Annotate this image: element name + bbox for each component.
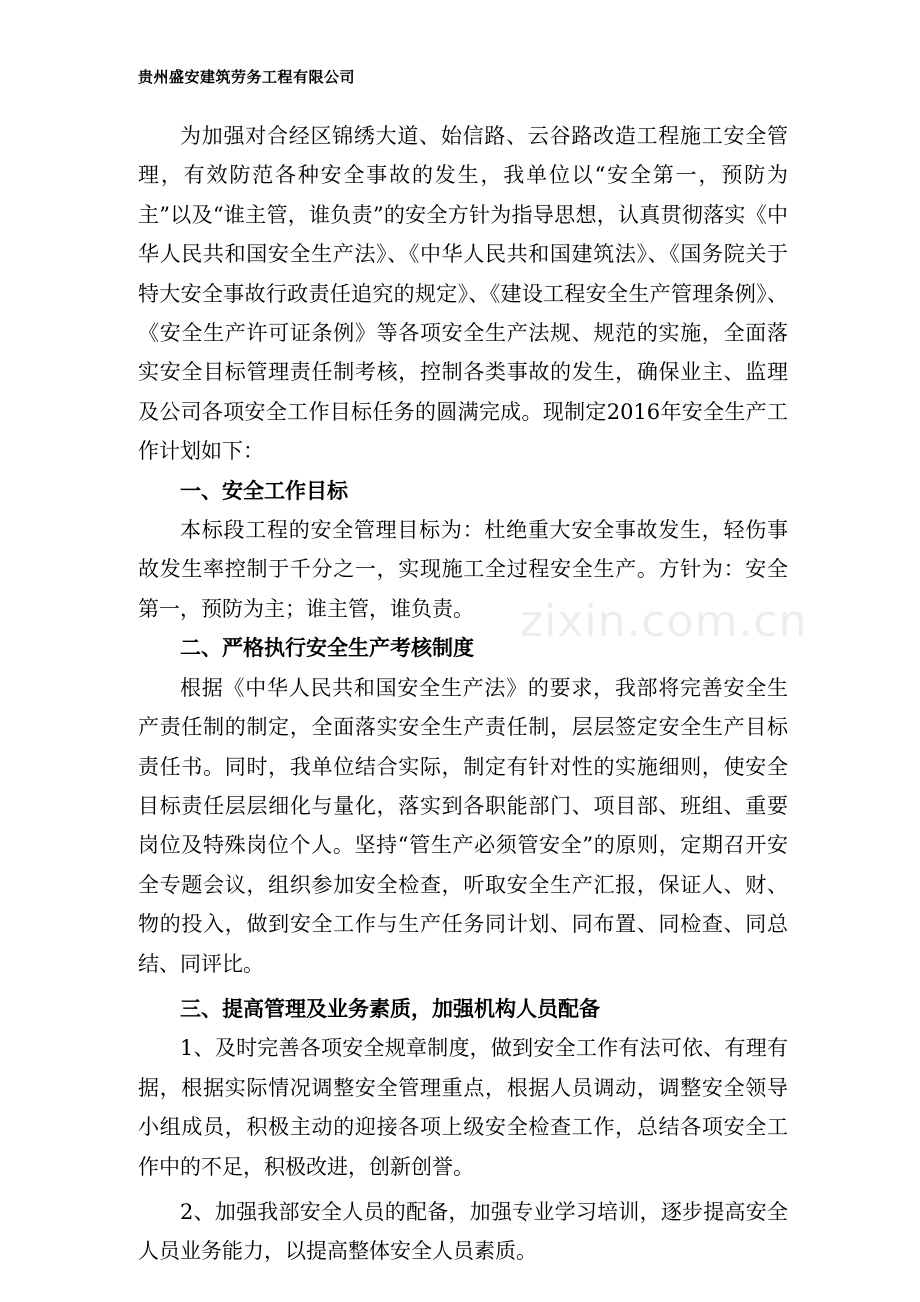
company-header: 贵州盛安建筑劳务工程有限公司 (138, 68, 356, 86)
section-1-paragraph: 本标段工程的安全管理目标为：杜绝重大安全事故发生，轻伤事故发生率控制于千分之一，实现施工全过程安全生产。方针为：安全第一，预防为主；谁主管，谁负责。 (138, 518, 788, 621)
section-1-heading: 一、安全工作目标 (180, 478, 348, 503)
document-body (138, 117, 788, 1272)
section-2-paragraph: 根据《中华人民共和国安全生产法》的要求，我部将完善安全生产责任制的制定，全面落实安全生产责任制，层层签定安全生产目标责任书。同时，我单位结合实际，制定有针对性的实施细则，使安全目标责任层层细化与量化，落实到各职能部门、项目部、班组、重要岗位及特殊岗位个人。坚持“管生产必须管安全”的原则，定期召开安全专题会议，组织参加安全检查，听取安全生产汇报，保证人、财、物的投入，做到安全工作与生产任务同计划、同布置、同检查、同总结、同评比。 (138, 675, 788, 976)
section-3-item-2: 2、加强我部安全人员的配备，加强专业学习培训，逐步提高安全人员业务能力，以提高整体安全人员素质。 (138, 1199, 788, 1264)
intro-paragraph: 为加强对合经区锦绣大道、始信路、云谷路改造工程施工安全管理，有效防范各种安全事故的发生，我单位以“安全第一，预防为主”以及“谁主管，谁负责”的安全方针为指导思想，认真贯彻落实《中华人民共和国安全生产法》、《中华人民共和国建筑法》、《国务院关于特大安全事故行政责任追究的规定》、《建设工程安全生产管理条例》、《安全生产许可证条例》等各项安全生产法规、规范的实施，全面落实安全目标管理责任制考核，控制各类事故的发生，确保业主、监理及公司各项安全工作目标任务的圆满完成。现制定2016年安全生产工作计划如下： (138, 124, 788, 464)
section-3-item-1: 1、及时完善各项安全规章制度，做到安全工作有法可依、有理有据，根据实际情况调整安全管理重点，根据人员调动，调整安全领导小组成员，积极主动的迎接各项上级安全检查工作，总结各项安全工作中的不足，积极改进，创新创誉。 (138, 1036, 788, 1179)
section-2-heading: 二、严格执行安全生产考核制度 (180, 636, 474, 661)
watermark: zixin.com.cn (520, 596, 808, 647)
section-3-heading: 三、提高管理及业务素质，加强机构人员配备 (180, 996, 600, 1021)
